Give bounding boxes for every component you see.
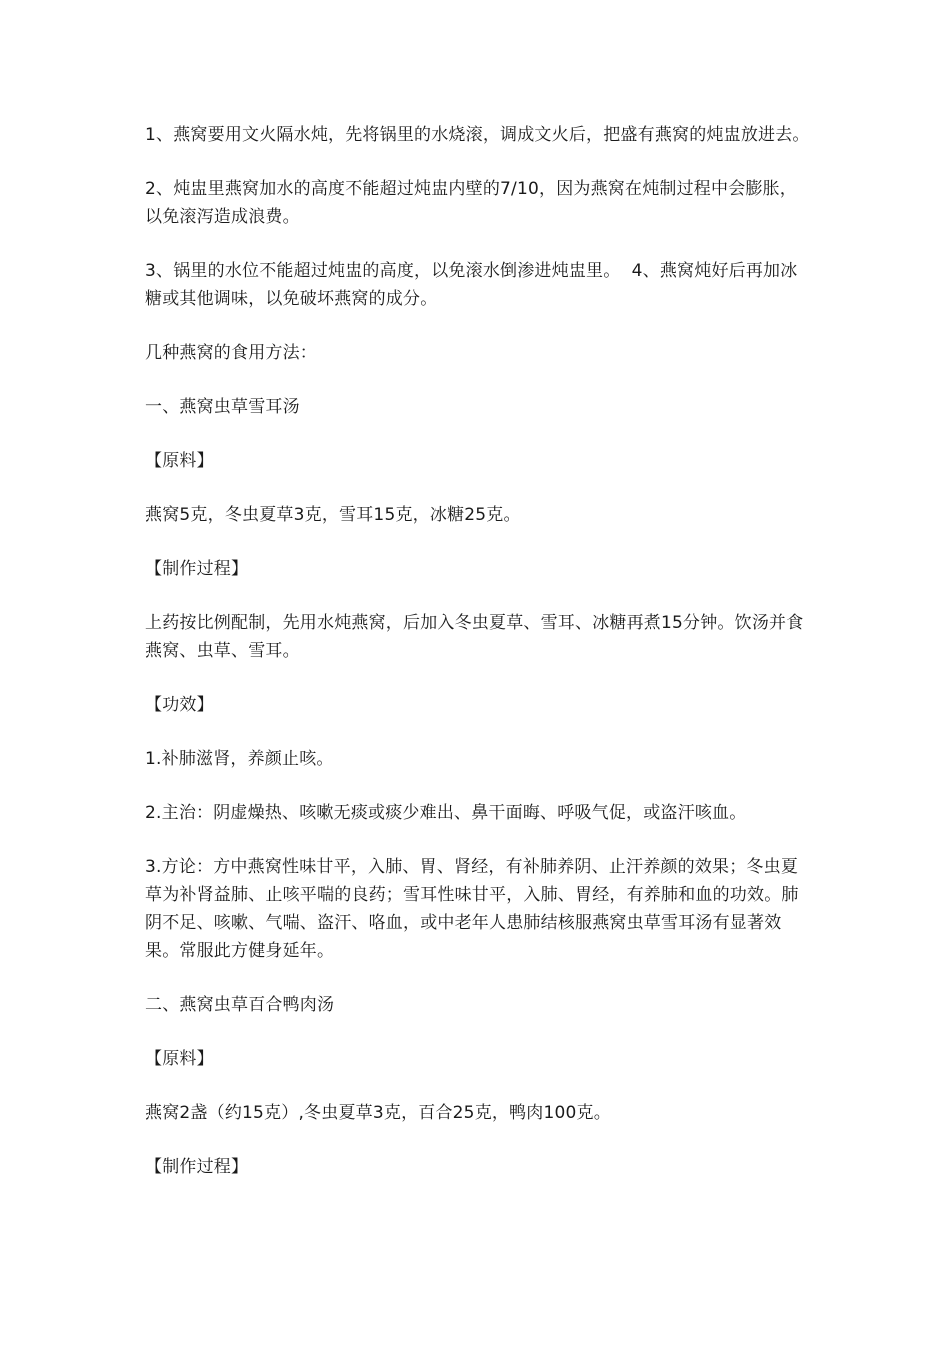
recipe-2-ingredients-label: 【原料】 [145,1049,214,1069]
recipe-1-effect-3: 3.方论：方中燕窝性味甘平，入肺、胃、肾经，有补肺养阴、止汗养颜的效果；冬虫夏草为补肾益肺、止咳平喘的良药；雪耳性味甘平，入肺、胃经，有养肺和血的功效。肺阴不足、咳嗽、气喘、盗汗、咯血，或中老年人患肺结核服燕窝虫草雪耳汤有显著效果。常服此方健身延年。 [145,857,799,961]
tip-paragraph-1: 1、燕窝要用文火隔水炖，先将锅里的水烧滚，调成文火后，把盛有燕窝的炖盅放进去。 [145,125,810,145]
recipe-2-title: 二、燕窝虫草百合鸭肉汤 [145,995,335,1015]
recipe-1-ingredients-label: 【原料】 [145,451,214,471]
recipe-1-ingredients: 燕窝5克，冬虫夏草3克，雪耳15克，冰糖25克。 [145,505,521,525]
recipe-2-ingredients: 燕窝2盏（约15克）,冬虫夏草3克，百合25克，鸭肉100克。 [145,1103,611,1123]
document-body [145,121,810,1181]
recipe-1-effect-2: 2.主治：阴虚燥热、咳嗽无痰或痰少难出、鼻干面晦、呼吸气促，或盗汗咳血。 [145,803,747,823]
recipe-1-effect-1: 1.补肺滋肾，养颜止咳。 [145,749,334,769]
recipe-1-process-label: 【制作过程】 [145,559,249,579]
tip-paragraph-2: 2、炖盅里燕窝加水的高度不能超过炖盅内壁的7/10，因为燕窝在炖制过程中会膨胀，以免滚泻造成浪费。 [145,179,797,227]
recipe-2-process-label: 【制作过程】 [145,1157,249,1177]
tip-paragraph-3: 3、锅里的水位不能超过炖盅的高度，以免滚水倒渗进炖盅里。 4、燕窝炖好后再加冰糖或其他调味，以免破坏燕窝的成分。 [145,261,798,309]
methods-heading: 几种燕窝的食用方法： [145,343,317,363]
recipe-1-effects-label: 【功效】 [145,695,214,715]
recipe-1-title: 一、燕窝虫草雪耳汤 [145,397,300,417]
recipe-1-process: 上药按比例配制，先用水炖燕窝，后加入冬虫夏草、雪耳、冰糖再煮15分钟。饮汤并食燕窝、虫草、雪耳。 [145,613,804,661]
